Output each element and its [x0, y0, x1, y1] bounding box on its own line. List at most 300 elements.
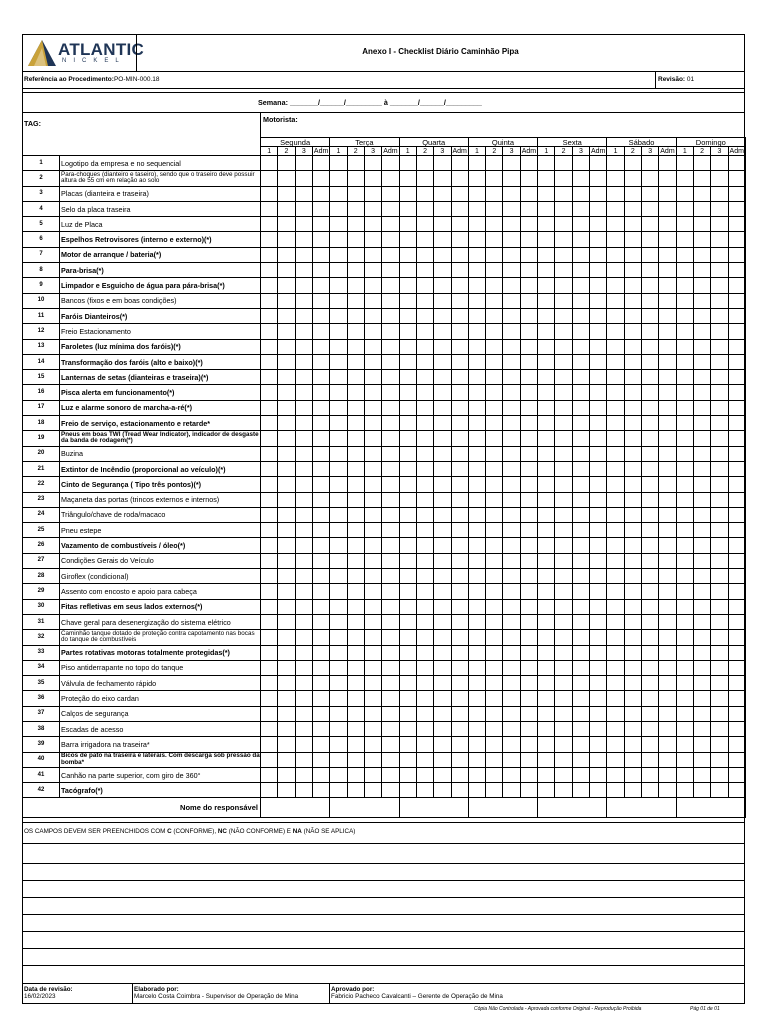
- check-cell[interactable]: [572, 247, 589, 262]
- check-cell[interactable]: [330, 431, 347, 446]
- check-cell[interactable]: [538, 660, 555, 675]
- check-cell[interactable]: [520, 247, 537, 262]
- check-cell[interactable]: [347, 538, 364, 553]
- check-cell[interactable]: [711, 523, 728, 538]
- check-cell[interactable]: [330, 569, 347, 584]
- check-cell[interactable]: [572, 507, 589, 522]
- check-cell[interactable]: [607, 416, 624, 431]
- check-cell[interactable]: [503, 645, 520, 660]
- check-cell[interactable]: [468, 584, 485, 599]
- check-cell[interactable]: [659, 584, 676, 599]
- check-cell[interactable]: [486, 752, 503, 767]
- check-cell[interactable]: [676, 691, 693, 706]
- check-cell[interactable]: [520, 584, 537, 599]
- check-cell[interactable]: [607, 247, 624, 262]
- check-cell[interactable]: [641, 186, 658, 201]
- check-cell[interactable]: [347, 416, 364, 431]
- check-cell[interactable]: [364, 247, 381, 262]
- check-cell[interactable]: [382, 584, 399, 599]
- check-cell[interactable]: [295, 324, 312, 339]
- check-cell[interactable]: [624, 293, 641, 308]
- check-cell[interactable]: [555, 278, 572, 293]
- check-cell[interactable]: [278, 569, 295, 584]
- check-cell[interactable]: [486, 385, 503, 400]
- check-cell[interactable]: [711, 737, 728, 752]
- check-cell[interactable]: [572, 614, 589, 629]
- check-cell[interactable]: [624, 752, 641, 767]
- check-cell[interactable]: [486, 339, 503, 354]
- check-cell[interactable]: [399, 492, 416, 507]
- check-cell[interactable]: [728, 354, 745, 369]
- check-cell[interactable]: [590, 339, 607, 354]
- check-cell[interactable]: [590, 584, 607, 599]
- check-cell[interactable]: [590, 691, 607, 706]
- check-cell[interactable]: [520, 691, 537, 706]
- check-cell[interactable]: [572, 370, 589, 385]
- check-cell[interactable]: [641, 263, 658, 278]
- check-cell[interactable]: [295, 232, 312, 247]
- check-cell[interactable]: [572, 752, 589, 767]
- check-cell[interactable]: [468, 721, 485, 736]
- check-cell[interactable]: [261, 370, 278, 385]
- check-cell[interactable]: [416, 293, 433, 308]
- check-cell[interactable]: [572, 354, 589, 369]
- check-cell[interactable]: [434, 308, 451, 323]
- check-cell[interactable]: [330, 293, 347, 308]
- check-cell[interactable]: [676, 370, 693, 385]
- check-cell[interactable]: [278, 477, 295, 492]
- check-cell[interactable]: [538, 614, 555, 629]
- check-cell[interactable]: [278, 156, 295, 171]
- check-cell[interactable]: [572, 446, 589, 461]
- check-cell[interactable]: [693, 247, 710, 262]
- check-cell[interactable]: [347, 186, 364, 201]
- check-cell[interactable]: [486, 676, 503, 691]
- check-cell[interactable]: [486, 584, 503, 599]
- check-cell[interactable]: [607, 293, 624, 308]
- check-cell[interactable]: [659, 247, 676, 262]
- check-cell[interactable]: [468, 354, 485, 369]
- check-cell[interactable]: [278, 523, 295, 538]
- check-cell[interactable]: [693, 737, 710, 752]
- check-cell[interactable]: [693, 156, 710, 171]
- check-cell[interactable]: [676, 156, 693, 171]
- check-cell[interactable]: [347, 201, 364, 216]
- check-cell[interactable]: [451, 553, 468, 568]
- check-cell[interactable]: [676, 217, 693, 232]
- check-cell[interactable]: [312, 186, 329, 201]
- check-cell[interactable]: [607, 308, 624, 323]
- check-cell[interactable]: [503, 354, 520, 369]
- check-cell[interactable]: [312, 569, 329, 584]
- check-cell[interactable]: [693, 354, 710, 369]
- check-cell[interactable]: [659, 721, 676, 736]
- check-cell[interactable]: [728, 400, 745, 415]
- check-cell[interactable]: [434, 171, 451, 186]
- check-cell[interactable]: [278, 263, 295, 278]
- check-cell[interactable]: [261, 584, 278, 599]
- check-cell[interactable]: [295, 691, 312, 706]
- check-cell[interactable]: [520, 278, 537, 293]
- check-cell[interactable]: [347, 477, 364, 492]
- check-cell[interactable]: [728, 676, 745, 691]
- check-cell[interactable]: [434, 492, 451, 507]
- check-cell[interactable]: [261, 446, 278, 461]
- check-cell[interactable]: [728, 171, 745, 186]
- check-cell[interactable]: [278, 553, 295, 568]
- check-cell[interactable]: [347, 706, 364, 721]
- check-cell[interactable]: [312, 156, 329, 171]
- responsible-signature-cell[interactable]: [399, 798, 468, 818]
- check-cell[interactable]: [434, 630, 451, 645]
- check-cell[interactable]: [382, 737, 399, 752]
- check-cell[interactable]: [659, 293, 676, 308]
- check-cell[interactable]: [295, 171, 312, 186]
- check-cell[interactable]: [468, 431, 485, 446]
- check-cell[interactable]: [486, 416, 503, 431]
- check-cell[interactable]: [295, 400, 312, 415]
- check-cell[interactable]: [590, 492, 607, 507]
- check-cell[interactable]: [416, 431, 433, 446]
- check-cell[interactable]: [416, 247, 433, 262]
- check-cell[interactable]: [364, 308, 381, 323]
- check-cell[interactable]: [278, 324, 295, 339]
- check-cell[interactable]: [278, 691, 295, 706]
- check-cell[interactable]: [468, 339, 485, 354]
- check-cell[interactable]: [347, 783, 364, 798]
- check-cell[interactable]: [711, 553, 728, 568]
- check-cell[interactable]: [503, 201, 520, 216]
- check-cell[interactable]: [659, 354, 676, 369]
- check-cell[interactable]: [641, 217, 658, 232]
- check-cell[interactable]: [659, 783, 676, 798]
- check-cell[interactable]: [330, 201, 347, 216]
- check-cell[interactable]: [520, 538, 537, 553]
- check-cell[interactable]: [295, 676, 312, 691]
- check-cell[interactable]: [330, 492, 347, 507]
- check-cell[interactable]: [659, 171, 676, 186]
- check-cell[interactable]: [676, 171, 693, 186]
- check-cell[interactable]: [641, 553, 658, 568]
- check-cell[interactable]: [347, 767, 364, 782]
- check-cell[interactable]: [538, 523, 555, 538]
- check-cell[interactable]: [416, 400, 433, 415]
- check-cell[interactable]: [607, 630, 624, 645]
- check-cell[interactable]: [330, 691, 347, 706]
- check-cell[interactable]: [728, 614, 745, 629]
- check-cell[interactable]: [590, 186, 607, 201]
- check-cell[interactable]: [434, 721, 451, 736]
- check-cell[interactable]: [641, 354, 658, 369]
- check-cell[interactable]: [486, 538, 503, 553]
- check-cell[interactable]: [399, 278, 416, 293]
- check-cell[interactable]: [711, 416, 728, 431]
- check-cell[interactable]: [711, 324, 728, 339]
- check-cell[interactable]: [624, 400, 641, 415]
- check-cell[interactable]: [486, 492, 503, 507]
- check-cell[interactable]: [572, 630, 589, 645]
- check-cell[interactable]: [520, 752, 537, 767]
- check-cell[interactable]: [503, 660, 520, 675]
- check-cell[interactable]: [416, 767, 433, 782]
- check-cell[interactable]: [659, 614, 676, 629]
- check-cell[interactable]: [711, 599, 728, 614]
- check-cell[interactable]: [261, 308, 278, 323]
- check-cell[interactable]: [261, 553, 278, 568]
- check-cell[interactable]: [624, 385, 641, 400]
- check-cell[interactable]: [399, 446, 416, 461]
- check-cell[interactable]: [399, 171, 416, 186]
- check-cell[interactable]: [382, 232, 399, 247]
- check-cell[interactable]: [261, 263, 278, 278]
- check-cell[interactable]: [572, 232, 589, 247]
- check-cell[interactable]: [486, 706, 503, 721]
- check-cell[interactable]: [624, 599, 641, 614]
- check-cell[interactable]: [330, 339, 347, 354]
- check-cell[interactable]: [590, 706, 607, 721]
- check-cell[interactable]: [590, 263, 607, 278]
- check-cell[interactable]: [624, 201, 641, 216]
- check-cell[interactable]: [347, 737, 364, 752]
- check-cell[interactable]: [434, 370, 451, 385]
- check-cell[interactable]: [278, 278, 295, 293]
- check-cell[interactable]: [399, 385, 416, 400]
- check-cell[interactable]: [711, 477, 728, 492]
- check-cell[interactable]: [416, 186, 433, 201]
- check-cell[interactable]: [312, 691, 329, 706]
- check-cell[interactable]: [399, 507, 416, 522]
- check-cell[interactable]: [711, 660, 728, 675]
- check-cell[interactable]: [693, 492, 710, 507]
- check-cell[interactable]: [520, 492, 537, 507]
- check-cell[interactable]: [295, 477, 312, 492]
- check-cell[interactable]: [278, 217, 295, 232]
- check-cell[interactable]: [641, 278, 658, 293]
- check-cell[interactable]: [520, 263, 537, 278]
- check-cell[interactable]: [728, 691, 745, 706]
- check-cell[interactable]: [555, 431, 572, 446]
- check-cell[interactable]: [312, 630, 329, 645]
- check-cell[interactable]: [364, 232, 381, 247]
- check-cell[interactable]: [711, 186, 728, 201]
- check-cell[interactable]: [399, 370, 416, 385]
- check-cell[interactable]: [555, 660, 572, 675]
- check-cell[interactable]: [486, 171, 503, 186]
- check-cell[interactable]: [641, 156, 658, 171]
- check-cell[interactable]: [295, 706, 312, 721]
- check-cell[interactable]: [382, 400, 399, 415]
- check-cell[interactable]: [693, 599, 710, 614]
- check-cell[interactable]: [451, 721, 468, 736]
- check-cell[interactable]: [503, 308, 520, 323]
- check-cell[interactable]: [607, 737, 624, 752]
- check-cell[interactable]: [382, 186, 399, 201]
- check-cell[interactable]: [520, 171, 537, 186]
- check-cell[interactable]: [312, 461, 329, 476]
- check-cell[interactable]: [312, 584, 329, 599]
- check-cell[interactable]: [295, 354, 312, 369]
- check-cell[interactable]: [676, 201, 693, 216]
- check-cell[interactable]: [676, 599, 693, 614]
- check-cell[interactable]: [261, 691, 278, 706]
- check-cell[interactable]: [641, 630, 658, 645]
- check-cell[interactable]: [312, 492, 329, 507]
- check-cell[interactable]: [295, 645, 312, 660]
- check-cell[interactable]: [364, 645, 381, 660]
- check-cell[interactable]: [538, 645, 555, 660]
- check-cell[interactable]: [382, 385, 399, 400]
- week-field[interactable]: Semana: _______/______/_________ à _______/______/_________: [258, 98, 482, 107]
- check-cell[interactable]: [659, 737, 676, 752]
- check-cell[interactable]: [503, 721, 520, 736]
- check-cell[interactable]: [330, 232, 347, 247]
- check-cell[interactable]: [382, 446, 399, 461]
- check-cell[interactable]: [659, 201, 676, 216]
- check-cell[interactable]: [676, 660, 693, 675]
- check-cell[interactable]: [278, 721, 295, 736]
- check-cell[interactable]: [624, 308, 641, 323]
- check-cell[interactable]: [382, 247, 399, 262]
- check-cell[interactable]: [555, 767, 572, 782]
- check-cell[interactable]: [416, 263, 433, 278]
- check-cell[interactable]: [538, 569, 555, 584]
- check-cell[interactable]: [382, 523, 399, 538]
- check-cell[interactable]: [503, 416, 520, 431]
- check-cell[interactable]: [364, 263, 381, 278]
- check-cell[interactable]: [451, 156, 468, 171]
- check-cell[interactable]: [590, 767, 607, 782]
- check-cell[interactable]: [434, 569, 451, 584]
- check-cell[interactable]: [590, 446, 607, 461]
- check-cell[interactable]: [434, 645, 451, 660]
- check-cell[interactable]: [486, 660, 503, 675]
- check-cell[interactable]: [364, 599, 381, 614]
- check-cell[interactable]: [555, 293, 572, 308]
- check-cell[interactable]: [312, 752, 329, 767]
- check-cell[interactable]: [295, 783, 312, 798]
- check-cell[interactable]: [659, 752, 676, 767]
- check-cell[interactable]: [520, 232, 537, 247]
- check-cell[interactable]: [364, 400, 381, 415]
- check-cell[interactable]: [416, 477, 433, 492]
- check-cell[interactable]: [538, 416, 555, 431]
- check-cell[interactable]: [486, 630, 503, 645]
- check-cell[interactable]: [468, 737, 485, 752]
- check-cell[interactable]: [659, 538, 676, 553]
- check-cell[interactable]: [607, 538, 624, 553]
- check-cell[interactable]: [399, 737, 416, 752]
- check-cell[interactable]: [676, 523, 693, 538]
- check-cell[interactable]: [468, 767, 485, 782]
- check-cell[interactable]: [693, 660, 710, 675]
- check-cell[interactable]: [607, 446, 624, 461]
- check-cell[interactable]: [312, 767, 329, 782]
- check-cell[interactable]: [347, 263, 364, 278]
- check-cell[interactable]: [624, 569, 641, 584]
- check-cell[interactable]: [590, 538, 607, 553]
- check-cell[interactable]: [693, 630, 710, 645]
- check-cell[interactable]: [347, 247, 364, 262]
- check-cell[interactable]: [434, 385, 451, 400]
- check-cell[interactable]: [312, 370, 329, 385]
- check-cell[interactable]: [641, 676, 658, 691]
- check-cell[interactable]: [312, 201, 329, 216]
- check-cell[interactable]: [624, 783, 641, 798]
- check-cell[interactable]: [295, 156, 312, 171]
- check-cell[interactable]: [693, 263, 710, 278]
- check-cell[interactable]: [399, 416, 416, 431]
- check-cell[interactable]: [416, 676, 433, 691]
- check-cell[interactable]: [590, 783, 607, 798]
- check-cell[interactable]: [382, 660, 399, 675]
- check-cell[interactable]: [278, 676, 295, 691]
- check-cell[interactable]: [590, 721, 607, 736]
- check-cell[interactable]: [278, 599, 295, 614]
- check-cell[interactable]: [312, 293, 329, 308]
- check-cell[interactable]: [693, 569, 710, 584]
- check-cell[interactable]: [434, 400, 451, 415]
- check-cell[interactable]: [347, 614, 364, 629]
- check-cell[interactable]: [624, 278, 641, 293]
- check-cell[interactable]: [624, 538, 641, 553]
- check-cell[interactable]: [641, 721, 658, 736]
- check-cell[interactable]: [555, 339, 572, 354]
- check-cell[interactable]: [555, 630, 572, 645]
- check-cell[interactable]: [711, 232, 728, 247]
- check-cell[interactable]: [312, 660, 329, 675]
- check-cell[interactable]: [590, 431, 607, 446]
- check-cell[interactable]: [503, 461, 520, 476]
- check-cell[interactable]: [641, 538, 658, 553]
- check-cell[interactable]: [451, 614, 468, 629]
- responsible-signature-cell[interactable]: [676, 798, 745, 818]
- check-cell[interactable]: [364, 324, 381, 339]
- check-cell[interactable]: [468, 569, 485, 584]
- check-cell[interactable]: [693, 538, 710, 553]
- check-cell[interactable]: [382, 339, 399, 354]
- check-cell[interactable]: [676, 385, 693, 400]
- check-cell[interactable]: [572, 492, 589, 507]
- check-cell[interactable]: [693, 278, 710, 293]
- check-cell[interactable]: [434, 232, 451, 247]
- check-cell[interactable]: [503, 156, 520, 171]
- check-cell[interactable]: [382, 538, 399, 553]
- check-cell[interactable]: [399, 339, 416, 354]
- check-cell[interactable]: [624, 553, 641, 568]
- check-cell[interactable]: [364, 385, 381, 400]
- check-cell[interactable]: [278, 416, 295, 431]
- check-cell[interactable]: [364, 339, 381, 354]
- check-cell[interactable]: [641, 584, 658, 599]
- check-cell[interactable]: [590, 660, 607, 675]
- check-cell[interactable]: [693, 431, 710, 446]
- check-cell[interactable]: [624, 354, 641, 369]
- check-cell[interactable]: [382, 217, 399, 232]
- check-cell[interactable]: [399, 400, 416, 415]
- check-cell[interactable]: [364, 477, 381, 492]
- check-cell[interactable]: [538, 186, 555, 201]
- check-cell[interactable]: [295, 461, 312, 476]
- check-cell[interactable]: [538, 293, 555, 308]
- check-cell[interactable]: [659, 263, 676, 278]
- check-cell[interactable]: [590, 737, 607, 752]
- check-cell[interactable]: [590, 599, 607, 614]
- check-cell[interactable]: [607, 584, 624, 599]
- check-cell[interactable]: [624, 660, 641, 675]
- check-cell[interactable]: [538, 737, 555, 752]
- check-cell[interactable]: [538, 477, 555, 492]
- check-cell[interactable]: [711, 752, 728, 767]
